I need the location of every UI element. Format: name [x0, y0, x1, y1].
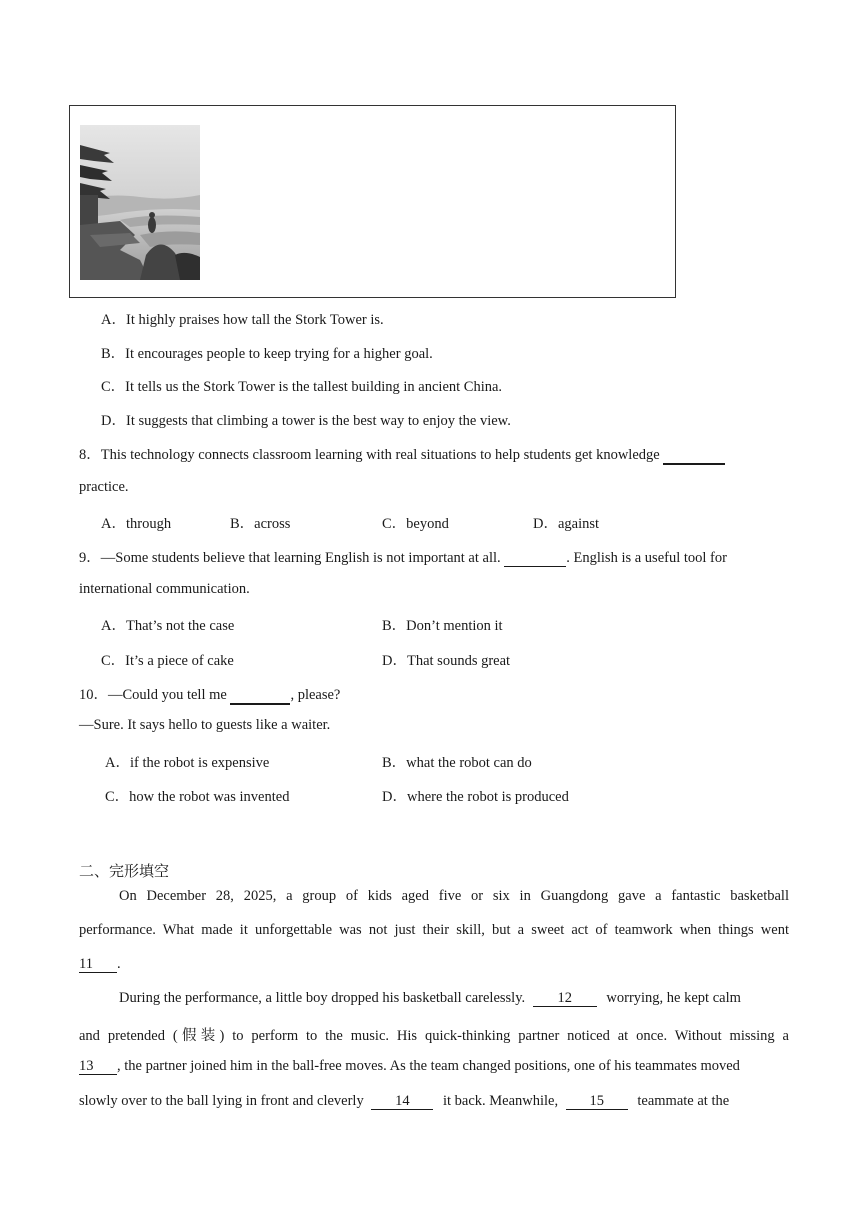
q7-option-a[interactable]: A．It highly praises how tall the Stork Tower is. — [101, 312, 384, 328]
q10-option-b[interactable]: B．what the robot can do — [382, 755, 532, 771]
q8-option-b[interactable]: B．across — [230, 516, 291, 532]
q10-blank[interactable] — [230, 688, 290, 705]
passage-p1-line3: 11 . — [79, 956, 121, 972]
passage-p1-line1: On December 28, 2025, a group of kids aged five or six in Guangdong gave a fantastic basketball — [119, 888, 789, 904]
q10-reply: —Sure. It says hello to guests like a waiter. — [79, 717, 331, 733]
q10-stem: 10．—Could you tell me , please? — [79, 687, 341, 703]
q10-option-a[interactable]: A．if the robot is expensive — [105, 755, 270, 771]
q9-stem: 9．—Some students believe that learning English is not important at all. . English is a useful tool for — [79, 550, 727, 566]
blank-11[interactable]: 11 — [79, 957, 117, 973]
section-title: 二、完形填空 — [79, 862, 170, 880]
blank-15[interactable]: 15 — [566, 1094, 628, 1110]
q8-blank[interactable] — [663, 448, 725, 465]
passage-p1-line2: performance. What made it unforgettable was not just their skill, but a sweet act of teamwork when things went — [79, 922, 789, 938]
q9-option-b[interactable]: B．Don’t mention it — [382, 618, 503, 634]
q8-option-a[interactable]: A．through — [101, 516, 172, 532]
passage-p2-line3: 13 , the partner joined him in the ball-free moves. As the team changed positions, one of his teammates moved — [79, 1058, 740, 1074]
passage-p2-line4: slowly over to the ball lying in front and cleverly 14 it back. Meanwhile, 15 teammate at the — [79, 1093, 730, 1109]
q8-stem-cont: practice. — [79, 479, 129, 495]
q8-stem: 8．This technology connects classroom learning with real situations to help students get knowledge — [79, 443, 725, 465]
q8-number: 8． — [79, 447, 101, 463]
q9-stem-cont: international communication. — [79, 581, 250, 597]
blank-13[interactable]: 13 — [79, 1059, 117, 1075]
q10-number: 10． — [79, 687, 108, 703]
q9-blank[interactable] — [504, 551, 566, 567]
q10-option-c[interactable]: C．how the robot was invented — [105, 789, 290, 805]
q8-option-c[interactable]: C．beyond — [382, 516, 449, 532]
blank-12[interactable]: 12 — [533, 991, 597, 1007]
q9-option-d[interactable]: D．That sounds great — [382, 653, 511, 669]
q7-option-b[interactable]: B．It encourages people to keep trying for a higher goal. — [101, 346, 433, 362]
q10-option-d[interactable]: D．where the robot is produced — [382, 789, 569, 805]
q7-option-d[interactable]: D．It suggests that climbing a tower is the best way to enjoy the view. — [101, 413, 511, 429]
q9-number: 9． — [79, 550, 101, 566]
q7-option-c[interactable]: C．It tells us the Stork Tower is the tallest building in ancient China. — [101, 379, 503, 395]
q9-option-c[interactable]: C．It’s a piece of cake — [101, 653, 234, 669]
passage-p2-line2: and pretended (假装) to perform to the music. His quick-thinking partner noticed at once. Without missing a — [79, 1028, 789, 1044]
passage-p2-line1: During the performance, a little boy dropped his basketball carelessly. 12 worrying, he kept calm — [119, 990, 741, 1006]
q8-option-d[interactable]: D．against — [533, 516, 600, 532]
blank-14[interactable]: 14 — [371, 1094, 433, 1110]
question-image-frame — [69, 105, 676, 298]
q9-option-a[interactable]: A．That’s not the case — [101, 618, 235, 634]
stork-tower-painting — [80, 125, 200, 280]
